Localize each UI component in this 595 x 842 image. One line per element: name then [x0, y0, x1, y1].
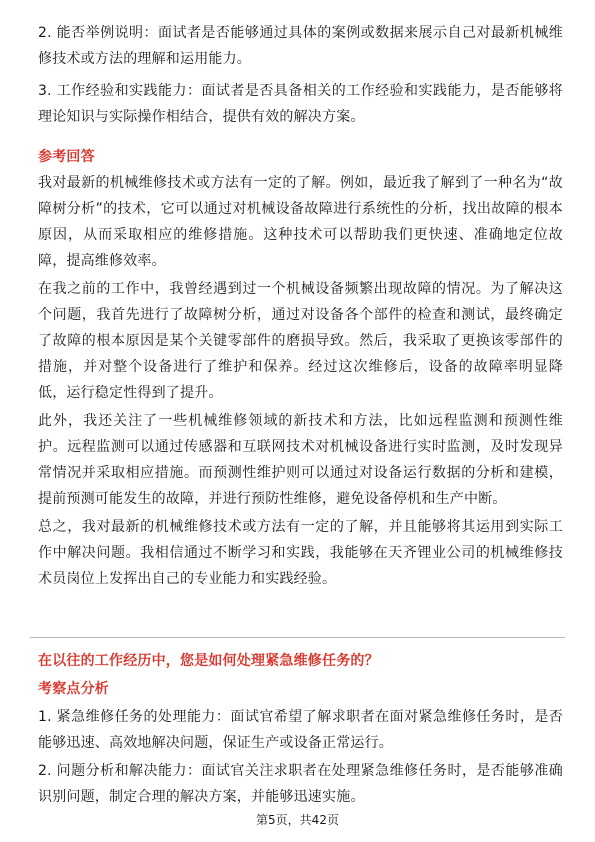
- answer-paragraph-1: 我对最新的机械维修技术或方法有一定的了解。例如，最近我了解到了一种名为“故障树分析”的技术，它可以通过对机械设备故障进行系统性的分析，找出故障的根本原因，从而采取相应的维修措施。这种技术可以帮助我们更快速、准确地定位故障，提高维修效率。: [38, 175, 563, 269]
- page-number: 第5页，共42页: [256, 813, 339, 827]
- answer-paragraph-3: 此外，我还关注了一些机械维修领域的新技术和方法，比如远程监测和预测性维护。远程监测可以通过传感器和互联网技术对机械设备进行实时监测，及时发现异常情况并采取相应措施。而预测性维护则可以通过对设备运行数据的分析和建模，提前预测可能发生的故障，并进行预防性维修，避免设备停机和生产中断。: [38, 413, 563, 507]
- analysis-point-1: 1. 紧急维修任务的处理能力：面试官希望了解求职者在面对紧急维修任务时，是否能够迅速、高效地解决问题，保证生产或设备正常运行。: [38, 709, 563, 751]
- section-divider: [30, 637, 565, 638]
- evaluation-point-2: 2. 能否举例说明：面试者是否能够通过具体的案例或数据来展示自己对最新机械维修技术或方法的理解和运用能力。: [38, 25, 563, 67]
- evaluation-points-continued: [38, 20, 563, 130]
- reference-answer-heading: 参考回答: [38, 149, 95, 165]
- analysis-heading: 考察点分析: [38, 681, 109, 697]
- analysis-point-2: 2. 问题分析和解决能力：面试官关注求职者在处理紧急维修任务时，是否能够准确识别问题，制定合理的解决方案，并能够迅速实施。: [38, 763, 563, 805]
- question-section: [38, 648, 563, 810]
- answer-paragraph-4: 总之，我对最新的机械维修技术或方法有一定的了解，并且能够将其运用到实际工作中解决问题。我相信通过不断学习和实践，我能够在天齐锂业公司的机械维修技术员岗位上发挥出自己的专业能力和实践经验。: [38, 519, 563, 587]
- evaluation-point-3: 3. 工作经验和实践能力：面试者是否具备相关的工作经验和实践能力，是否能够将理论知识与实际操作相结合，提供有效的解决方案。: [38, 83, 563, 125]
- reference-answer-section: [38, 144, 563, 592]
- question-title: 在以往的工作经历中，您是如何处理紧急维修任务的？: [38, 653, 379, 669]
- answer-paragraph-2: 在我之前的工作中，我曾经遇到过一个机械设备频繁出现故障的情况。为了解决这个问题，我首先进行了故障树分析，通过对设备各个部件的检查和测试，最终确定了故障的根本原因是某个关键零部件的磨损导致。然后，我采取了更换该零部件的措施，并对整个设备进行了维护和保养。经过这次维修后，设备的故障率明显降低，运行稳定性得到了提升。: [38, 281, 563, 401]
